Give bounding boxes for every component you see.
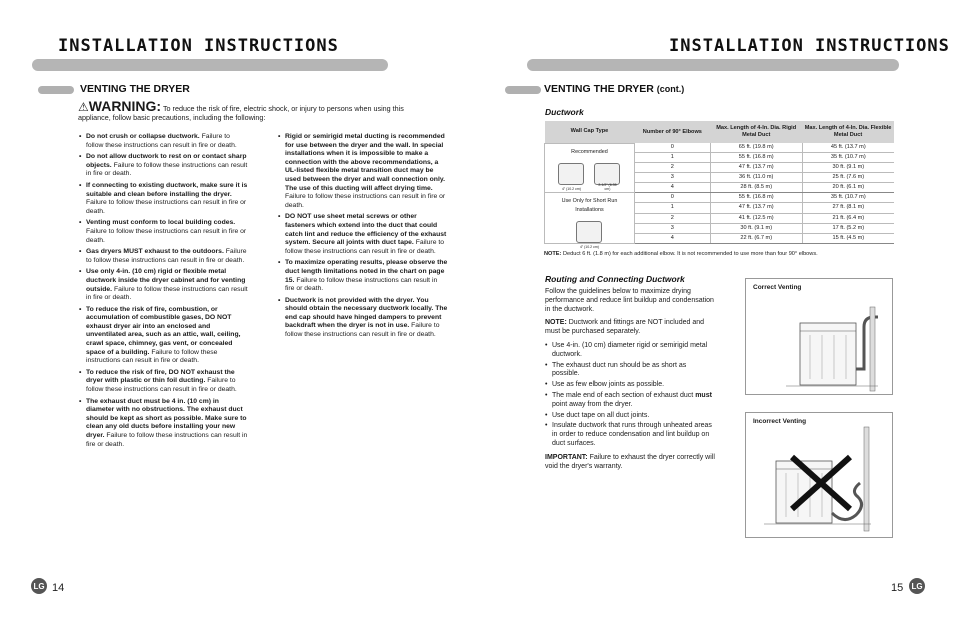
warnings-column-1 [79,133,249,452]
warning-item-bold: To maximize operating results, please observe the duct length limitations noted in the chart on page 15. [285,259,448,284]
wall-cap-icon [576,221,602,250]
routing-text [545,288,715,476]
warning-item-text: Failure to follow these instructions can result in fire or death. [86,285,248,302]
section-heading: VENTING THE DRYER [80,83,190,95]
warning-item-text: Failure to follow these instructions can result in fire or death. [285,239,445,255]
warning-item-text: Failure to follow these instructions can result in fire or death. [86,348,218,365]
routing-bullet-pre: The exhaust duct run should be as short as possible. [552,361,687,378]
wall-cap-icon [558,163,584,191]
table-cell: 22 ft. (6.7 m) [710,233,802,243]
important-text: Failure to exhaust the dryer correctly will void the dryer's warranty. [545,453,715,470]
table-cell: 27 ft. (8.1 m) [802,203,894,213]
warning-item-text: Failure to follow these instructions can result in fire or death. [86,227,247,244]
routing-bullet-bold: must [695,391,712,399]
warning-item [79,133,249,150]
wall-cap-label: Use Only for Short Run Installations [561,198,618,214]
page-header-title: INSTALLATION INSTRUCTIONS [58,36,339,56]
table-cell: 30 ft. (9.1 m) [710,223,802,233]
warning-item [79,153,249,179]
routing-bullet-pre: Insulate ductwork that runs through unheated areas in order to reduce condensation and lint buildup on duct surfaces. [552,422,712,447]
warning-item [278,133,448,210]
table-header-row [545,121,895,143]
table-cell: 30 ft. (9.1 m) [802,163,894,173]
warnings-column-2 [278,133,448,343]
section-pill [38,86,74,94]
ductwork-table [544,121,894,250]
warning-item-text: Failure to follow these instructions can result in fire or death. [285,193,446,209]
wall-cap-dimension: 2-1/2" (6.35 cm) [598,182,617,191]
table-row [545,193,895,203]
note-label: NOTE: [544,251,562,257]
table-cell: 15 ft. (4.5 m) [802,233,894,243]
routing-bullet [545,422,715,448]
important-label: IMPORTANT: [545,453,588,461]
warning-block [78,98,448,122]
table-cell: 55 ft. (16.8 m) [710,193,802,203]
warning-item [79,248,249,265]
correct-venting-box [745,278,893,395]
routing-heading: Routing and Connecting Ductwork [545,274,685,284]
table-cell: 3 [634,173,710,183]
dryer-body [800,323,856,385]
warning-item-bold: Ductwork is not provided with the dryer. You should obtain the necessary ductwork locally. The end cap should have hinged dampers to prevent backdraft when the dryer is not in use. [285,296,448,330]
table-cell: 41 ft. (12.5 m) [710,213,802,223]
table-cell: 2 [634,213,710,223]
table-header-cell: Wall Cap Type [545,121,635,143]
routing-bullet [545,392,715,410]
table-header-cell: Max. Length of 4-In. Dia. Rigid Metal Duct [710,121,802,143]
routing-bullet-pre: Use duct tape on all duct joints. [552,411,650,419]
warning-item-text: Failure to follow these instructions can result in fire or death. [86,199,247,215]
table-cell: 1 [634,203,710,213]
table-cell: 35 ft. (10.7 m) [802,193,894,203]
table-cell: 3 [634,223,710,233]
wall-cap-dimension: 4" (10.2 cm) [579,245,599,250]
important-note [545,454,715,472]
table-cell: 4 [634,183,710,193]
wall-cap-icon [594,163,620,191]
warning-text-2: appliance, follow basic precautions, including the following: [78,113,266,122]
warning-item-text: Failure to follow these instructions can result in fire or death. [86,161,248,178]
section-heading-text: VENTING THE DRYER [544,83,654,95]
routing-bullet-pre: Use 4-in. (10 cm) diameter rigid or semirigid metal ductwork. [552,341,708,358]
table-cell: 25 ft. (7.6 m) [802,173,894,183]
warning-item-bold: Rigid or semirigid metal ducting is recommended for use between the dryer and the wall. In special installations when it is impossible to make a connection with the above recommendations, a UL-listed flexible metal transition duct may be used between the dryer and wall connection only. The use of this ducting will affect drying time. [285,133,446,192]
ductwork-heading: Ductwork [545,107,584,117]
warning-item-text: Failure to follow these instructions can result in fire or death. [285,322,440,339]
warning-item [79,182,249,216]
warning-item-text: Failure to follow these instructions can result in fire or death. [86,133,237,149]
warning-item [79,369,249,395]
table-cell: 17 ft. (5.2 m) [802,223,894,233]
section-pill [505,86,541,94]
section-heading-cont: (cont.) [656,84,685,94]
table-cell: 47 ft. (13.7 m) [710,203,802,213]
table-header-cell: Number of 90° Elbows [634,121,710,143]
table-cell: 0 [634,143,710,153]
warning-item [79,306,249,366]
table-cell: 65 ft. (19.8 m) [710,143,802,153]
header-bar [32,59,388,71]
note-text: Deduct 6 ft. (1.8 m) for each additional elbow. It is not recommended to use more than four 90° elbows. [562,251,818,257]
warning-item-text: Failure to follow these instructions can result in fire or death. [86,432,248,448]
table-cell: 21 ft. (6.4 m) [802,213,894,223]
incorrect-venting-label: Incorrect Venting [753,418,807,425]
routing-bullet-pre: The male end of each section of exhaust duct [552,391,696,399]
table-note [544,251,904,257]
routing-bullet [545,362,715,380]
table-cell: 55 ft. (16.8 m) [710,153,802,163]
wall [864,427,869,531]
warning-item-text: Failure to follow these instructions can result in fire or death. [86,248,247,264]
routing-note-label: NOTE: [545,319,567,327]
warning-triangle-icon: ⚠ [78,100,89,114]
correct-venting-illustration [746,279,894,396]
wall-cap-label: Recommended [571,148,608,155]
routing-bullet [545,412,715,421]
routing-bullet-post: point away from the dryer. [552,400,633,408]
kinked-duct [832,483,862,520]
table-cell: 28 ft. (8.5 m) [710,183,802,193]
warning-item-text: Failure to follow these instructions can result in fire or death. [86,377,237,394]
warning-item [79,219,249,245]
right-page [477,0,954,625]
warning-text: To reduce the risk of fire, electric shock, or injury to persons when using this [162,104,404,113]
wall [870,307,875,391]
table-cell: 4 [634,233,710,243]
warning-item-bold: Do not crush or collapse ductwork. [86,133,200,140]
page-header-title: INSTALLATION INSTRUCTIONS [669,36,950,56]
warning-item-bold: Do not allow ductwork to rest on or contact sharp objects. [86,153,247,169]
routing-note-text: Ductwork and fittings are NOT included and must be purchased separately. [545,319,705,336]
warning-item-bold: Use only 4-in. (10 cm) rigid or flexible metal ductwork inside the dryer cabinet and for venting outside. [86,268,246,293]
warning-item [79,398,249,450]
page-number: 15 [891,582,904,594]
warning-item [79,268,249,302]
warning-word: WARNING: [88,98,162,114]
warning-item-bold: The exhaust duct must be 4 in. (10 cm) in diameter with no obstructions. The exhaust duct should be kept as short as possible. Make sure to clean any old ducts before installing your new dryer. [86,397,247,439]
warning-item-bold: To reduce the risk of fire, DO NOT exhaust the dryer with plastic or thin foil ducting. [86,368,235,385]
routing-note [545,319,715,337]
wall-cap-cell [545,143,635,193]
incorrect-venting-illustration [746,413,894,539]
warning-item-bold: Venting must conform to local building codes. [86,219,236,227]
table-cell: 20 ft. (6.1 m) [802,183,894,193]
warning-item-bold: To reduce the risk of fire, combustion, or accumulation of combustible gases, DO NOT exhaust dryer air into an enclosed and unventilated area, such as an attic, wall, ceiling, crawl space, chimney, gas vent, or concealed space of a building. [86,305,241,356]
table-cell: 0 [634,193,710,203]
incorrect-venting-box [745,412,893,538]
warning-item-bold: Gas dryers MUST exhaust to the outdoors. [86,248,224,256]
routing-bullet [545,381,715,390]
routing-intro: Follow the guidelines below to maximize drying performance and reduce lint buildup and condensation in the ductwork. [545,288,714,313]
wall-cap-cell [545,193,635,250]
table-cell: 35 ft. (10.7 m) [802,153,894,163]
table-cell: 47 ft. (13.7 m) [710,163,802,173]
warning-item-text: Failure to follow these instructions can result in fire or death. [285,276,438,293]
wall-cap-dimension: 4" (10.2 cm) [561,186,581,191]
table-row [545,143,895,153]
table-cell: 1 [634,153,710,163]
lg-logo-icon: LG [31,578,47,594]
warning-item-bold: DO NOT use sheet metal screws or other fasteners which extend into the duct that could catch lint and reduce the efficiency of the exhaust system. Secure all joints with duct tape. [285,213,447,247]
warning-item [278,213,448,256]
page-number: 14 [52,582,65,594]
section-heading [544,83,684,95]
warning-item [278,259,448,293]
warning-item [278,297,448,340]
lg-logo-icon: LG [909,578,925,594]
correct-venting-label: Correct Venting [753,284,802,291]
table-cell: 36 ft. (11.0 m) [710,173,802,183]
routing-bullet [545,342,715,360]
table-header-cell: Max. Length of 4-In. Dia. Flexible Metal Duct [802,121,894,143]
table-cell: 2 [634,163,710,173]
header-bar [527,59,899,71]
warning-item-bold: If connecting to existing ductwork, make sure it is suitable and clean before installing the dryer. [86,181,248,198]
routing-bullet-pre: Use as few elbow joints as possible. [552,381,665,389]
table-cell: 45 ft. (13.7 m) [802,143,894,153]
